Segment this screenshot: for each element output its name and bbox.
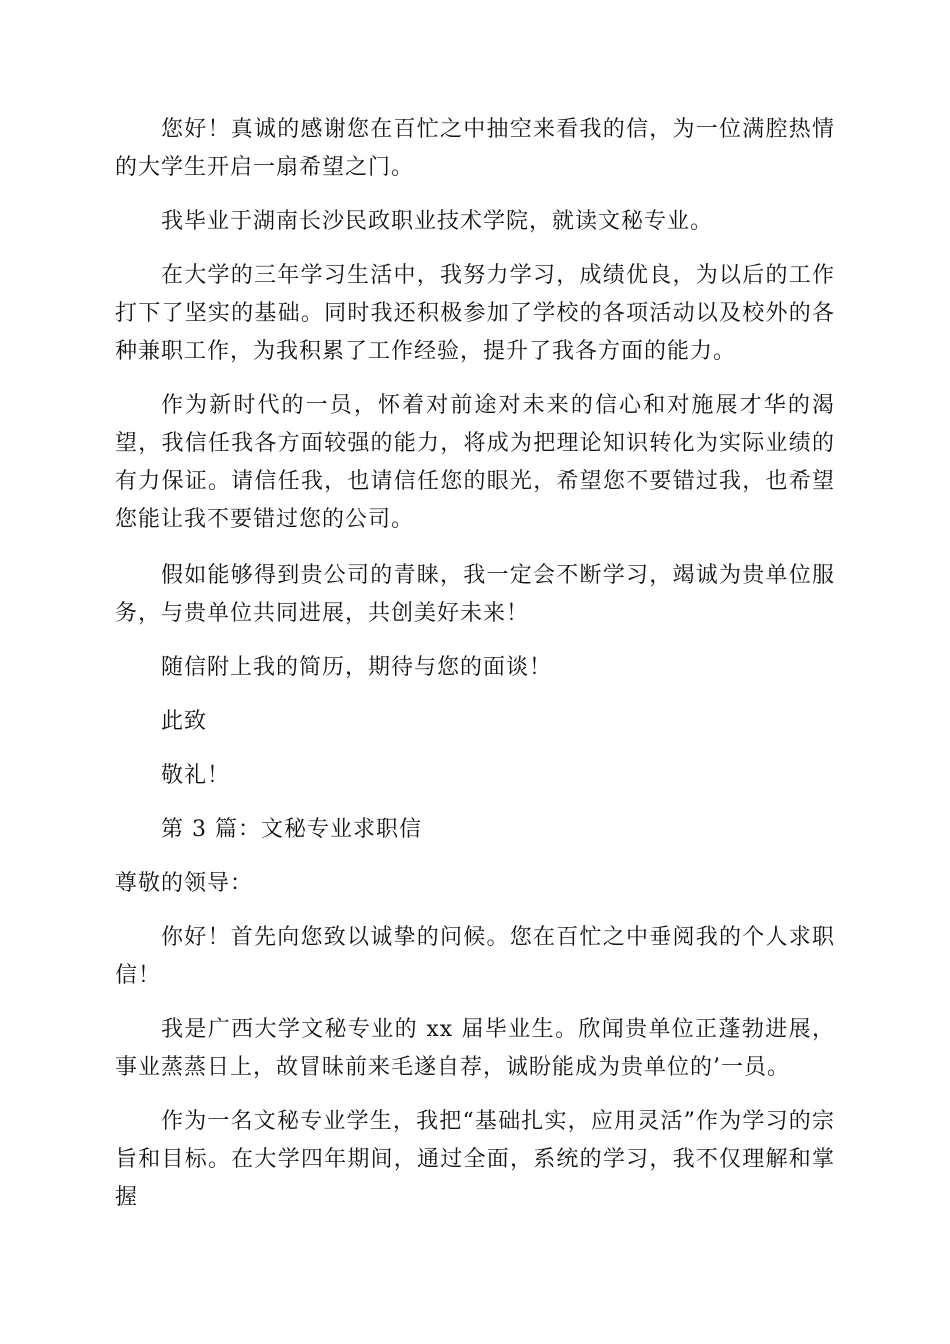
paragraph-graduation: 我毕业于湖南长沙民政职业技术学院，就读文秘专业。 [161,209,714,234]
paragraph-resume-note: 随信附上我的简历，期待与您的面谈！ [161,655,553,680]
paragraph-greeting: 您好！真诚的感谢您在百忙之中抽空来看我的信，为一位满腔热情的大学生开启一扇希望之门。 [115,117,835,180]
paragraph-introduction: 我是广西大学文秘专业的 xx 届毕业生。欣闻贵单位正蓬勃进展，事业蒸蒸日上，故冒昧前来毛遂自荐，诚盼能成为贵单位的’一员。 [115,1017,835,1080]
paragraph-university-life: 在大学的三年学习生活中，我努力学习，成绩优良，为以后的工作打下了坚实的基础。同时我还积极参加了学校的各项活动以及校外的各种兼职工作，为我积累了工作经验，提升了我各方面的能力。 [115,263,835,364]
closing-regards: 敬礼！ [161,763,231,788]
paragraph-opening: 你好！首先向您致以诚挚的问候。您在百忙之中垂阅我的个人求职信！ [115,925,835,988]
recipient-salutation: 尊敬的领导： [115,871,254,896]
closing-salutation: 此致 [161,709,208,734]
paragraph-commitment: 假如能够得到贵公司的青睐，我一定会不断学习，竭诚为贵单位服务，与贵单位共同进展，共创美好未来！ [115,563,835,626]
paragraph-confidence: 作为新时代的一员，怀着对前途对未来的信心和对施展才华的渴望，我信任我各方面较强的能力，将成为把理论知识转化为实际业绩的有力保证。请信任我，也请信任您的眼光，希望您不要错过我，也希望您能让我不要错过您的公司。 [115,393,835,532]
paragraph-study-goals: 作为一名文秘专业学生，我把“基础扎实，应用灵活”作为学习的宗旨和目标。在大学四年期间，通过全面，系统的学习，我不仅理解和掌握 [115,1109,835,1210]
section-heading: 第 3 篇：文秘专业求职信 [161,817,422,842]
